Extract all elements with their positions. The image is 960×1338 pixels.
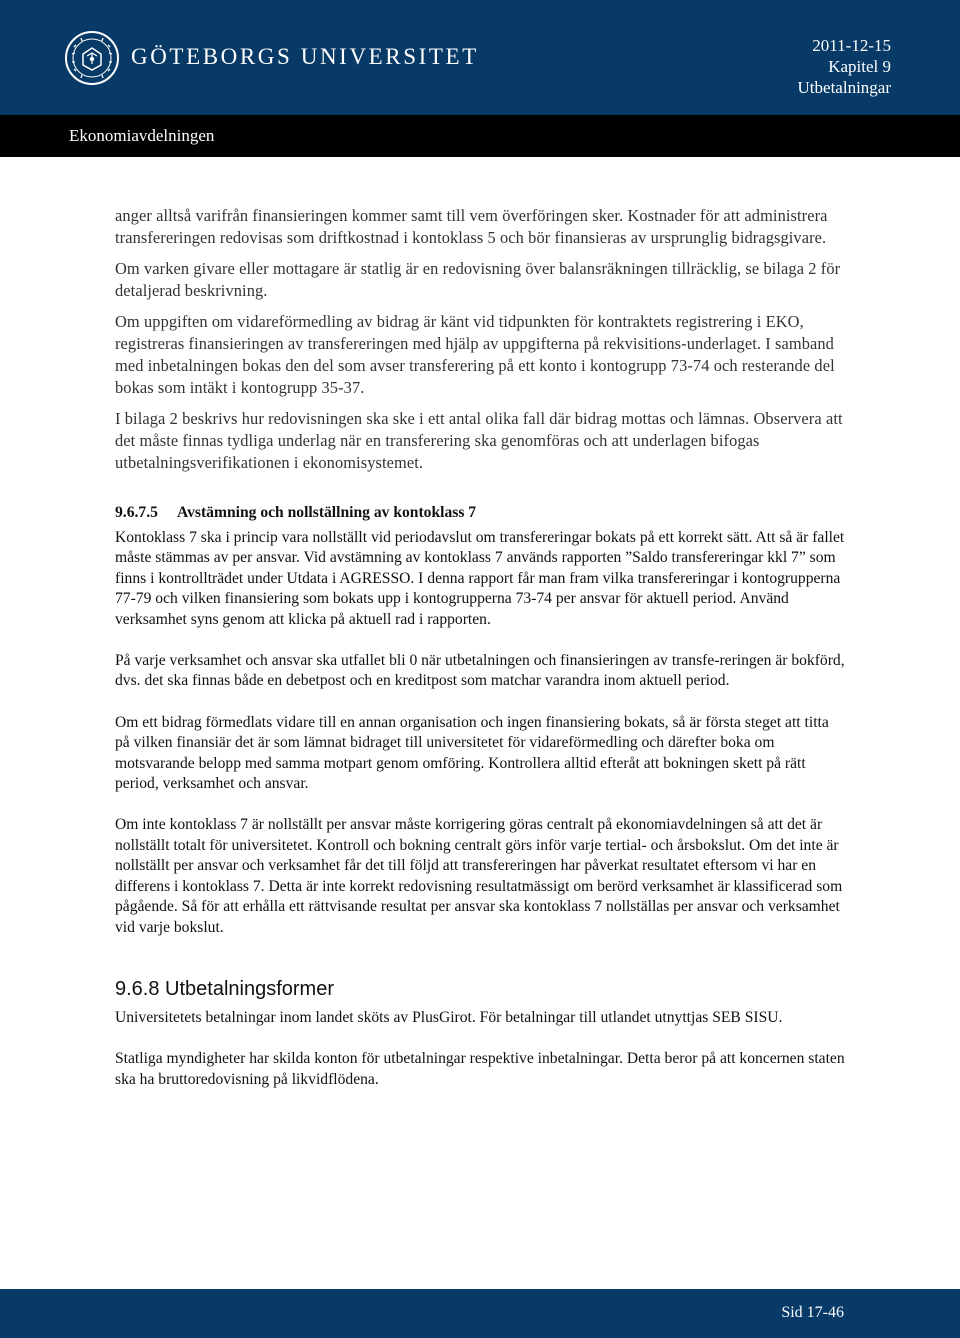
- paragraph: På varje verksamhet och ansvar ska utfallet bli 0 när utbetalningen och finansieringen av transfe-reringen är bokförd, dvs. det ska finnas både en debetpost och en kreditpost som matchar varandra inom aktuell period.: [115, 652, 845, 690]
- paragraph: Kontoklass 7 ska i princip vara nollställt vid periodavslut om transfereringar bokats på ett korrekt sätt. Att så är fallet måste stämmas av per ansvar. Vid avstämning av kontoklass 7 används rapporten ”Saldo transfereringar kkl 7” som finns i kontrollträdet under Utdata i AGRESSO. I denna rapport får man fram vilka transfereringar i kontogrupperna 77-79 och vilken finansiering som bokats upp i kontogrupperna 73-74 per ansvar för aktuell period. Använd verksamhet syns genom att klicka på aktuell rad i rapporten.: [115, 529, 845, 628]
- page-header: [0, 0, 960, 115]
- paragraph: I bilaga 2 beskrivs hur redovisningen ska ske i ett antal olika fall där bidrag mottas och lämnas. Observera att det måste finnas tydliga underlag när en transferering ska genomföras och att underlagen bifogas utbetalningsverifikationen i ekonomisystemet.: [115, 409, 843, 472]
- section-number: 9.6.7.5: [115, 504, 158, 521]
- main-content: [115, 205, 845, 1090]
- chapter-title: Utbetalningar: [797, 78, 891, 97]
- university-seal-icon: [64, 30, 120, 86]
- paragraph: Statliga myndigheter har skilda konton för utbetalningar respektive inbetalningar. Detta beror på att koncernen staten ska ha bruttoredovisning på likvidflödena.: [115, 1050, 845, 1088]
- section-heading-968: 9.6.8 Utbetalningsformer: [115, 977, 335, 1000]
- paragraph: Om ett bidrag förmedlats vidare till en annan organisation och ingen finansiering bokats, så är första steget att titta på vilken finansiär det är som lämnat bidraget till universitetet för vidareförmedling och därefter boka om motsvarande belopp med samma motpart genom omföring. Kontrollera alltid efteråt att bokningen skett på rätt period, verksamhet och ansvar.: [115, 713, 829, 793]
- paragraph: Om varken givare eller mottagare är statlig är en redovisning över balansräkningen tillräcklig, se bilaga 2 för detaljerad beskrivning.: [115, 259, 841, 300]
- department-bar: [0, 115, 960, 157]
- paragraph: Universitetets betalningar inom landet sköts av PlusGirot. För betalningar till utlandet utnyttjas SEB SISU.: [115, 1008, 783, 1026]
- paragraph: Om uppgiften om vidareförmedling av bidrag är känt vid tidpunkten för kontraktets registrering i EKO, registreras finansieringen av transfereringen med hjälp av uppgifterna på rekvisitions-underlaget. I samband med inbetalningen bokas den del som avser transferering på ett konto i kontogrupp 73-74 och resterande del bokas som intäkt i kontogrupp 35-37.: [115, 312, 835, 397]
- paragraph: Om inte kontoklass 7 är nollställt per ansvar måste korrigering göras centralt på ekonomiavdelningen så att det är nollställt totalt för universitetet. Kontroll och bokning centralt görs inför varje tertial- och årsbokslut. Om det inte är nollställt per ansvar och verksamhet får det till följd att transfereringen har påverkat resultatet eftersom vi har en differens i kontoklass 7. Detta är inte korrekt redovisning resultatmässigt om berörd verksamhet är klassificerad som pågående. Så för att erhålla ett rättvisande resultat per ansvar ska kontoklass 7 nollställas per ansvar och verksamhet vid varje bokslut.: [115, 816, 843, 936]
- university-name: GÖTEBORGS UNIVERSITET: [131, 44, 479, 69]
- section-heading-9675: [115, 504, 845, 522]
- document-date: 2011-12-15: [812, 36, 891, 55]
- page-number: Sid 17-46: [781, 1304, 844, 1321]
- chapter-number: Kapitel 9: [828, 57, 891, 76]
- section-title: Avstämning och nollställning av kontoklass 7: [177, 504, 477, 521]
- department-name: Ekonomiavdelningen: [69, 126, 215, 145]
- paragraph: anger alltså varifrån finansieringen kommer samt till vem överföringen sker. Kostnader för att administrera transfereringen redovisas som driftkostnad i kontoklass 5 och bör finansieras av ursprunglig bidragsgivare.: [115, 206, 828, 247]
- header-meta: [798, 35, 891, 98]
- page-footer: [0, 1289, 960, 1338]
